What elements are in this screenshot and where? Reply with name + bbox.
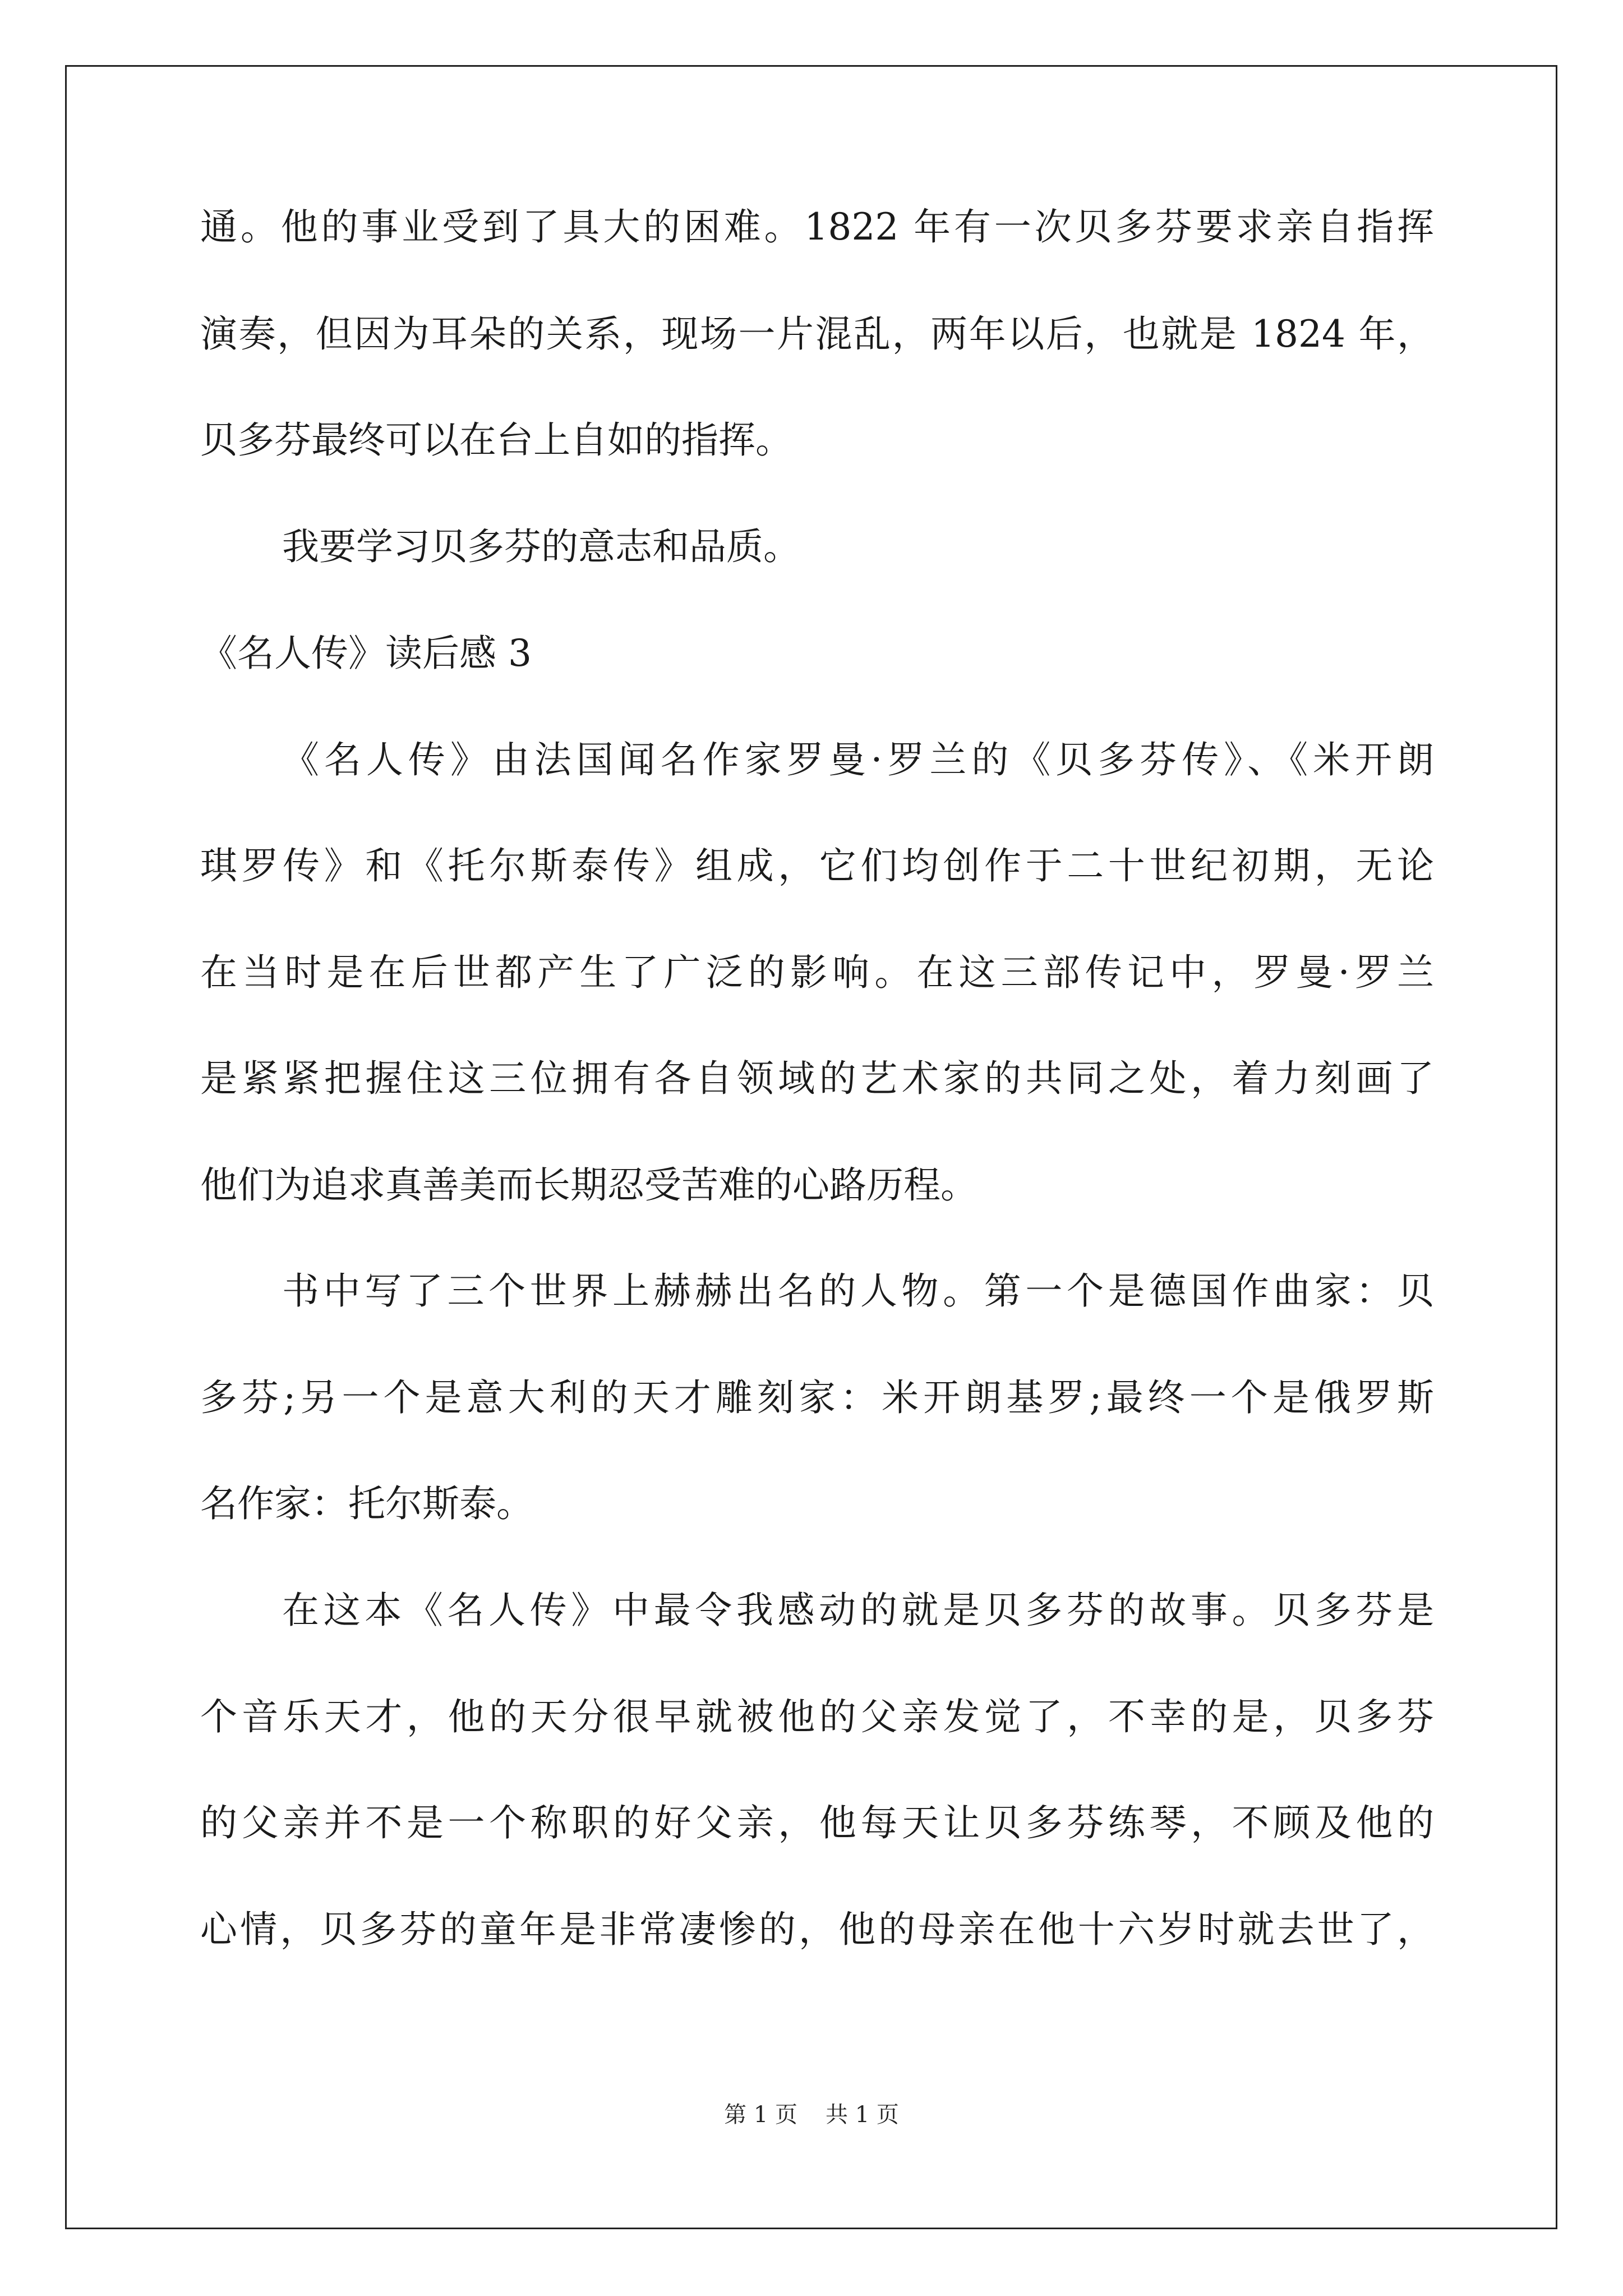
text-line: 名作家：托尔斯泰。 <box>200 1482 533 1525</box>
text-line: 我要学习贝多芬的意志和品质。 <box>282 525 800 568</box>
text-line: 个音乐天才，他的天分很早就被他的父亲发觉了，不幸的是，贝多芬 <box>200 1695 1434 1738</box>
text-line: 通。他的事业受到了具大的困难。1822 年有一次贝多芬要求亲自指挥 <box>200 205 1434 249</box>
text-line: 在这本《名人传》中最令我感动的就是贝多芬的故事。贝多芬是 <box>282 1589 1434 1632</box>
text-line: 书中写了三个世界上赫赫出名的人物。第一个是德国作曲家：贝 <box>282 1269 1434 1313</box>
text-line: 演奏，但因为耳朵的关系，现场一片混乱，两年以后，也就是 1824 年， <box>200 312 1434 356</box>
text-line: 《名人传》由法国闻名作家罗曼·罗兰的《贝多芬传》、《米开朗 <box>282 738 1434 781</box>
text-line: 是紧紧把握住这三位拥有各自领域的艺术家的共同之处，着力刻画了 <box>200 1057 1434 1100</box>
text-line: 在当时是在后世都产生了广泛的影响。在这三部传记中，罗曼·罗兰 <box>200 951 1434 994</box>
text-line: 心情，贝多芬的童年是非常凄惨的，他的母亲在他十六岁时就去世了， <box>200 1908 1434 1951</box>
text-line: 琪罗传》和《托尔斯泰传》组成，它们均创作于二十世纪初期，无论 <box>200 844 1434 887</box>
text-line: 贝多芬最终可以在台上自如的指挥。 <box>200 418 792 462</box>
text-line: 多芬;另一个是意大利的天才雕刻家：米开朗基罗;最终一个是俄罗斯 <box>200 1376 1434 1419</box>
text-line: 他们为追求真善美而长期忍受苦难的心路历程。 <box>200 1163 978 1207</box>
page-number: 第 1 页 <box>724 2102 797 2128</box>
section-heading: 《名人传》读后感 3 <box>200 632 532 675</box>
page-footer <box>0 2101 1623 2129</box>
page-total: 共 1 页 <box>826 2102 899 2128</box>
text-line: 的父亲并不是一个称职的好父亲，他每天让贝多芬练琴，不顾及他的 <box>200 1801 1434 1844</box>
